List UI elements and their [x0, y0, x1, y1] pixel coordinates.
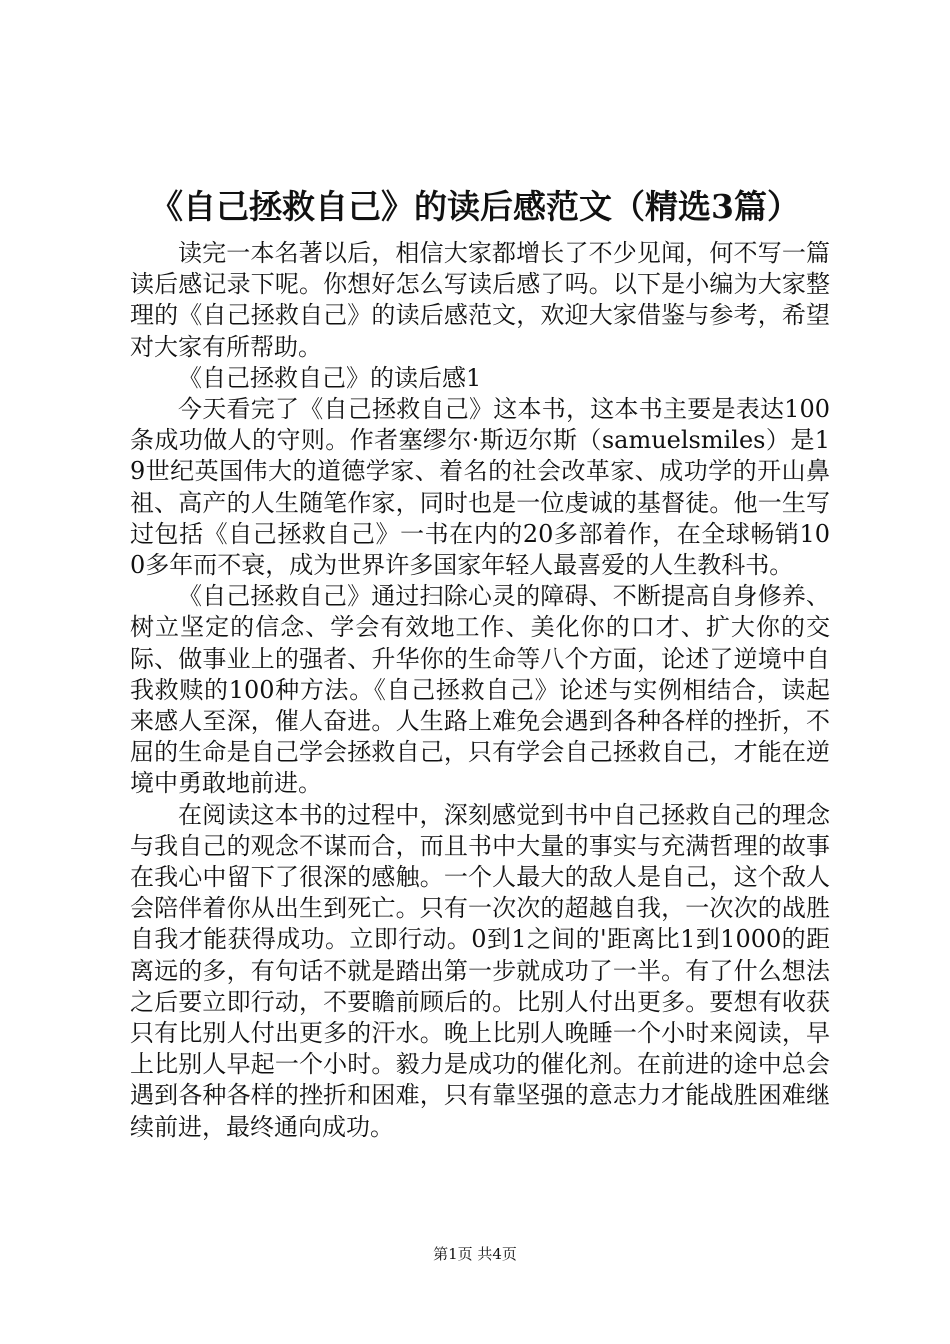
section-heading: 《自己拯救自己》的读后感1 — [178, 363, 482, 392]
body-paragraph: 在阅读这本书的过程中，深刻感觉到书中自己拯救自己的理念与我自己的观念不谋而合，而且书中大量的事实与充满哲理的故事在我心中留下了很深的感触。一个人最大的敌人是自己，这个敌人会陪伴着你从出生到死亡。只有一次次的超越自我，一次次的战胜自我才能获得成功。立即行动。0到1之间的'距离比1到1000的距离远的多，有句话不就是踏出第一步就成功了一半。有了什么想法之后要立即行动，不要瞻前顾后的。比别人付出更多。要想有收获只有比别人付出更多的汗水。晚上比别人晚睡一个小时来阅读，早上比别人早起一个小时。毅力是成功的催化剂。在前进的途中总会遇到各种各样的挫折和困难，只有靠坚强的意志力才能战胜困难继续前进，最终通向成功。 — [130, 800, 830, 1141]
body-paragraph: 《自己拯救自己》通过扫除心灵的障碍、不断提高自身修养、树立坚定的信念、学会有效地工作、美化你的口才、扩大你的交际、做事业上的强者、升华你的生命等八个方面，论述了逆境中自我救赎的100种方法。《自己拯救自己》论述与实例相结合，读起来感人至深，催人奋进。人生路上难免会遇到各种各样的挫折，不屈的生命是自己学会拯救自己，只有学会自己拯救自己，才能在逆境中勇敢地前进。 — [130, 582, 830, 798]
intro-paragraph: 读完一本名著以后，相信大家都增长了不少见闻，何不写一篇读后感记录下呢。你想好怎么写读后感了吗。以下是小编为大家整理的《自己拯救自己》的读后感范文，欢迎大家借鉴与参考，希望对大家有所帮助。 — [130, 239, 830, 361]
document-body — [130, 238, 830, 1143]
document-title: 《自己拯救自己》的读后感范文（精选3篇） — [150, 187, 800, 226]
page-footer: 第1页 共4页 — [433, 1245, 517, 1263]
body-paragraph: 今天看完了《自己拯救自己》这本书，这本书主要是表达100条成功做人的守则。作者塞缪尔·斯迈尔斯（samuelsmiles）是19世纪英国伟大的道德学家、着名的社会改革家、成功学的开山鼻祖、高产的人生随笔作家，同时也是一位虔诚的基督徒。他一生写过包括《自己拯救自己》一书在内的20多部着作，在全球畅销100多年而不衰，成为世界许多国家年轻人最喜爱的人生教科书。 — [130, 395, 830, 580]
